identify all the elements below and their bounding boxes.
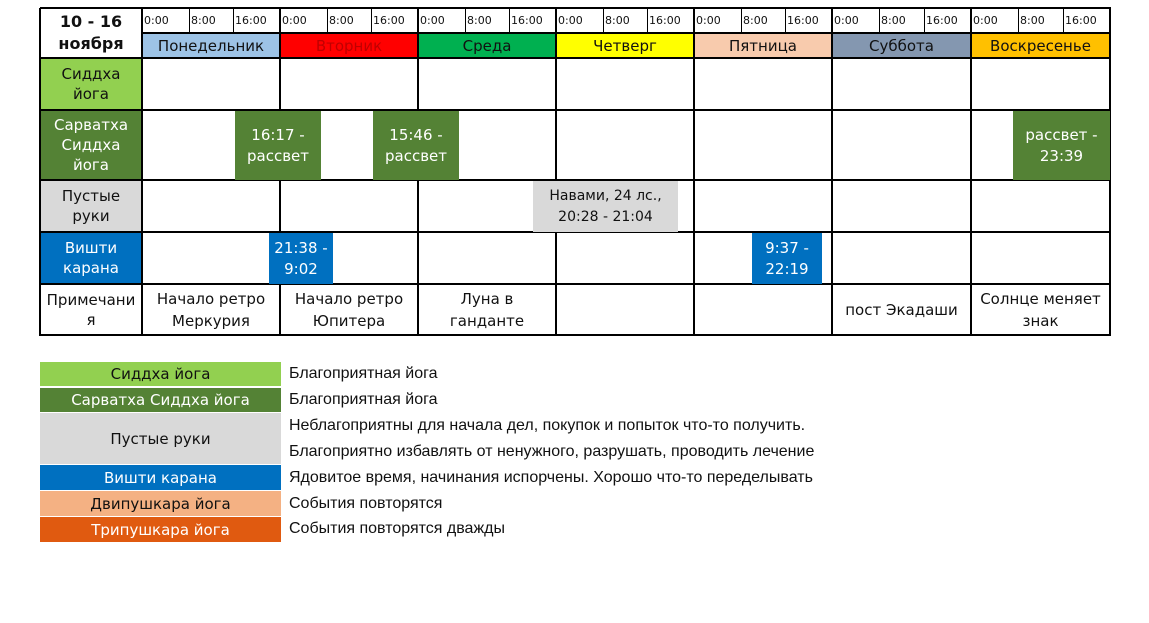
time-block-sarvatha-2: 15:46 - рассвет [373, 111, 459, 180]
time-tick-label: 8:00 [329, 14, 354, 27]
time-tick-label: 0:00 [144, 14, 169, 27]
time-tick-label: 0:00 [834, 14, 859, 27]
legend-description-3: Неблагоприятны для начала дел, покупок и попыток что-то получить. Благоприятно избавлять от ненужного, разрушать, проводить лечение [289, 417, 815, 460]
legend-swatch-2: Сарватха Сиддха йога [40, 388, 281, 413]
time-divider [603, 8, 604, 33]
time-tick-label: 16:00 [787, 14, 819, 27]
legend-swatch-1: Сиддха йога [40, 362, 281, 387]
legend-swatch-6: Трипушкара йога [40, 517, 281, 543]
note-cell: Солнце меняет знак [980, 289, 1101, 330]
time-divider [327, 8, 328, 33]
time-tick-label: 0:00 [282, 14, 307, 27]
grid-column-line [141, 8, 143, 336]
legend-swatch-3: Пустые руки [40, 413, 281, 465]
time-block-sarvatha-3: рассвет - 23:39 [1013, 111, 1110, 180]
time-divider [924, 8, 925, 33]
time-tick-label: 8:00 [467, 14, 492, 27]
time-divider [741, 8, 742, 33]
day-header-3: Среда [418, 33, 556, 58]
grid-row-line [40, 57, 1111, 59]
time-tick-label: 16:00 [511, 14, 543, 27]
grid-column-line [693, 8, 695, 336]
time-tick-label: 8:00 [881, 14, 906, 27]
time-divider [1063, 8, 1064, 33]
time-tick-label: 8:00 [743, 14, 768, 27]
time-divider [647, 8, 648, 33]
time-divider [785, 8, 786, 33]
grid-column-line [831, 8, 833, 336]
note-cell: Начало ретро Юпитера [294, 289, 404, 330]
time-tick-label: 16:00 [1065, 14, 1097, 27]
date-range-header: 10 - 16 ноября [58, 12, 124, 53]
note-cell: Луна в ганданте [449, 289, 525, 330]
legend-description-6: События повторятся дважды [289, 520, 505, 537]
time-tick-label: 8:00 [605, 14, 630, 27]
time-divider [189, 8, 190, 33]
time-tick-label: 0:00 [973, 14, 998, 27]
time-divider [233, 8, 234, 33]
note-cell: пост Экадаши [845, 300, 958, 319]
time-tick-label: 16:00 [373, 14, 405, 27]
grid-row-line [40, 109, 1111, 111]
legend-description-5: События повторятся [289, 495, 443, 512]
day-header-2: Вторник [280, 33, 418, 58]
time-tick-label: 0:00 [420, 14, 445, 27]
legend-swatch-4: Вишти карана [40, 465, 281, 491]
time-tick-label: 0:00 [696, 14, 721, 27]
time-block-vishti-2: 9:37 - 22:19 [752, 233, 822, 284]
time-tick-label: 16:00 [926, 14, 958, 27]
day-header-5: Пятница [694, 33, 832, 58]
time-block-empty-hands_1: Навами, 24 лс., 20:28 - 21:04 [533, 181, 678, 232]
time-tick-label: 8:00 [1020, 14, 1045, 27]
legend-description-4: Ядовитое время, начинания испорчены. Хорошо что-то переделывать [289, 469, 813, 486]
time-divider [371, 8, 372, 33]
day-header-1: Понедельник [142, 33, 280, 58]
grid-column-line [39, 8, 41, 336]
time-tick-label: 16:00 [649, 14, 681, 27]
grid-column-line [555, 8, 557, 336]
note-cell [694, 284, 832, 335]
legend-description-1: Благоприятная йога [289, 365, 438, 382]
grid-row-line [142, 32, 1111, 34]
row-label-sarvatha-siddha-yoga: Сарватха Сиддха йога [40, 110, 142, 180]
row-label-siddha-yoga: Сиддха йога [40, 58, 142, 110]
day-header-4: Четверг [556, 33, 694, 58]
time-block-sarvatha-1: 16:17 - рассвет [235, 111, 321, 180]
note-cell: Начало ретро Меркурия [156, 289, 266, 330]
time-tick-label: 16:00 [235, 14, 267, 27]
day-header-7: Воскресенье [971, 33, 1110, 58]
row-label-notes: Примечани я [40, 284, 142, 335]
time-divider [509, 8, 510, 33]
grid-row-line [40, 334, 1111, 336]
row-label-vishti-karana: Вишти карана [40, 232, 142, 284]
note-cell [556, 284, 694, 335]
time-divider [465, 8, 466, 33]
legend-description-2: Благоприятная йога [289, 391, 438, 408]
grid-column-line [970, 8, 972, 336]
row-label-empty-hands: Пустые руки [40, 180, 142, 232]
time-divider [1018, 8, 1019, 33]
time-block-vishti-1: 21:38 - 9:02 [269, 233, 333, 284]
grid-row-line [40, 7, 1111, 9]
time-tick-label: 0:00 [558, 14, 583, 27]
time-tick-label: 8:00 [191, 14, 216, 27]
legend-swatch-5: Двипушкара йога [40, 491, 281, 517]
grid-row-line [40, 283, 1111, 285]
day-header-6: Суббота [832, 33, 971, 58]
time-divider [879, 8, 880, 33]
